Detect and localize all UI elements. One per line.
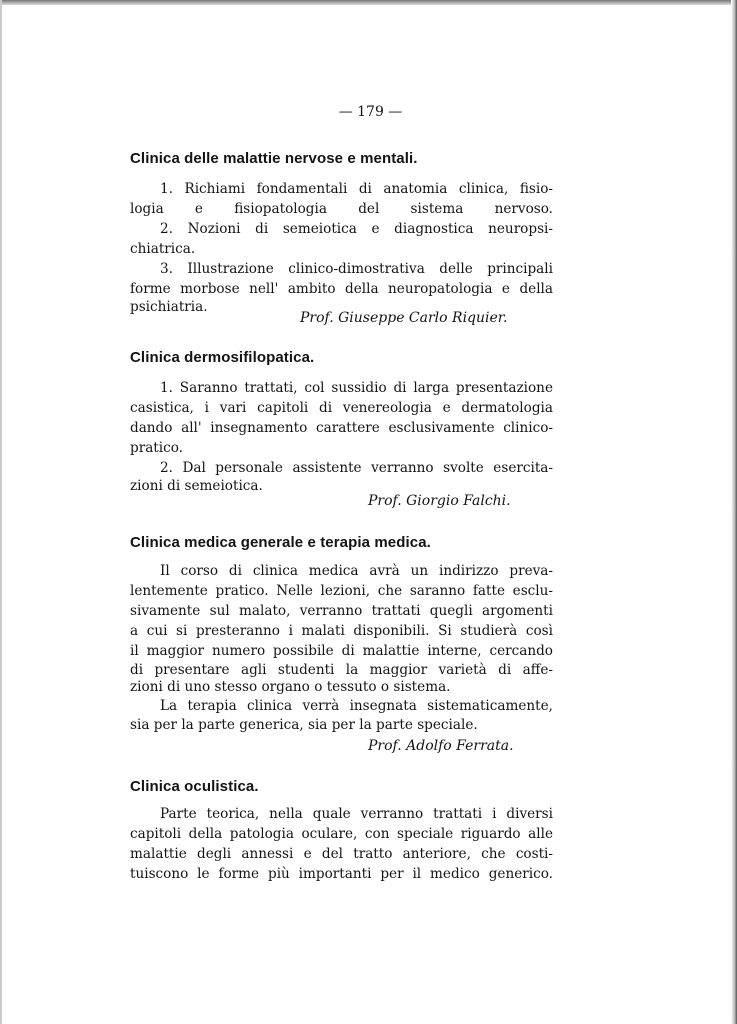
text-line: logia e fisiopatologia del sistema nervoso.: [130, 201, 553, 217]
scan-edge-left: [0, 0, 2, 1024]
text-line: di presentare agli studenti la maggior varietà di affe-: [130, 662, 553, 678]
text-line: 3. Illustrazione clinico-dimostrativa delle principali: [160, 261, 553, 277]
text-line: 1. Richiami fondamentali di anatomia clinica, fisio-: [160, 181, 553, 197]
section-heading: Clinica oculistica.: [130, 778, 259, 795]
section-heading: Clinica dermosifilopatica.: [130, 349, 315, 366]
text-line: forme morbose nell' ambito della neuropatologia e della: [130, 281, 553, 297]
text-line: pratico.: [130, 440, 183, 456]
signature: Prof. Giorgio Falchi.: [368, 493, 511, 509]
text-line: zioni di uno stesso organo o tessuto o sistema.: [130, 679, 451, 695]
text-line: Parte teorica, nella quale verranno trattati i diversi: [160, 806, 553, 822]
text-line: dando all' insegnamento carattere esclusivamente clinico-: [130, 420, 553, 436]
signature: Prof. Giuseppe Carlo Riquier.: [300, 310, 508, 326]
section-heading: Clinica medica generale e terapia medica.: [130, 534, 431, 551]
section-heading: Clinica delle malattie nervose e mentali.: [130, 150, 418, 167]
text-line: tuiscono le forme più importanti per il medico generico.: [130, 866, 553, 882]
text-line: capitoli della patologia oculare, con speciale riguardo alle: [130, 826, 553, 842]
scan-edge-top: [0, 0, 737, 5]
text-line: sivamente sul malato, verranno trattati quegli argomenti: [130, 603, 553, 619]
text-line: psichiatria.: [130, 299, 208, 315]
scan-edge-right: [731, 0, 737, 1024]
text-line: sia per la parte generica, sia per la parte speciale.: [130, 717, 478, 733]
text-line: lentemente pratico. Nelle lezioni, che saranno fatte esclu-: [130, 583, 553, 599]
text-line: 2. Nozioni di semeiotica e diagnostica neuropsi-: [160, 221, 553, 237]
text-line: zioni di semeiotica.: [130, 478, 263, 494]
text-line: 2. Dal personale assistente verranno svolte esercita-: [160, 460, 553, 476]
text-line: casistica, i vari capitoli di venereologia e dermatologia: [130, 400, 553, 416]
page-number: — 179 —: [338, 104, 403, 120]
text-line: malattie degli annessi e del tratto anteriore, che costi-: [130, 846, 553, 862]
text-line: Il corso di clinica medica avrà un indirizzo preva-: [160, 563, 553, 579]
signature: Prof. Adolfo Ferrata.: [368, 738, 514, 754]
text-line: il maggior numero possibile di malattie interne, cercando: [130, 643, 553, 659]
text-line: a cui si presteranno i malati disponibili. Si studierà così: [130, 623, 553, 639]
text-line: La terapia clinica verrà insegnata sistematicamente,: [160, 698, 553, 714]
text-line: chiatrica.: [130, 241, 196, 257]
text-line: 1. Saranno trattati, col sussidio di larga presentazione: [160, 380, 553, 396]
